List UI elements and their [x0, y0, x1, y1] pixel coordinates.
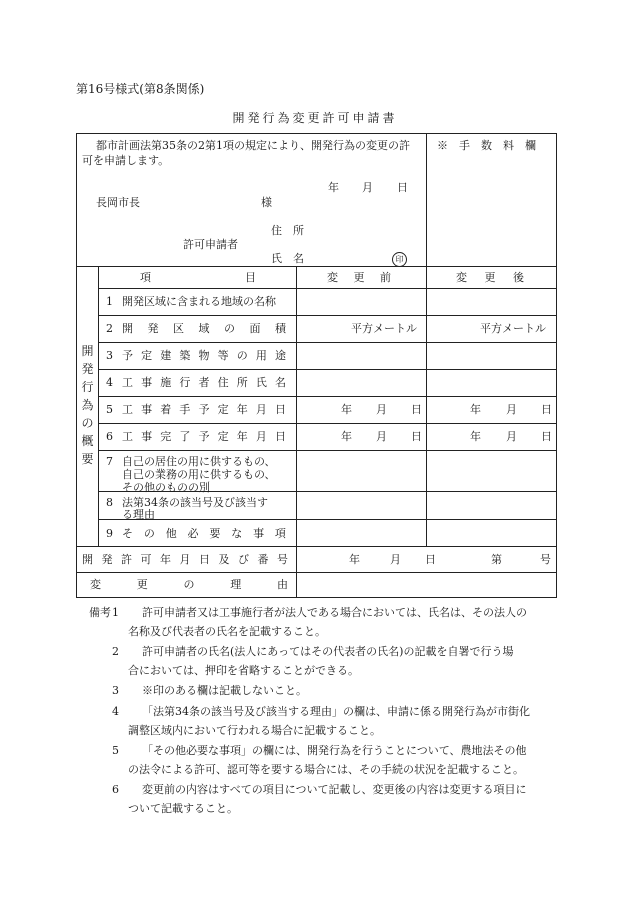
date-day: 日: [541, 430, 552, 443]
reason-label: 変 更 の 理 由: [90, 578, 288, 591]
date-year: 年: [341, 430, 352, 443]
row-label-line: 自己の居住の用に供するもの、: [122, 455, 276, 468]
after-column-divider: [426, 266, 427, 546]
note-item: ※印のある欄は記載しないこと。: [142, 684, 307, 697]
request-text-line2: 可を申請します。: [82, 154, 170, 167]
honorific: 様: [261, 196, 272, 209]
row-label-line: その他のものの別: [122, 481, 210, 494]
date-month: 月: [376, 403, 387, 416]
note-item: 「法第34条の該当号及び該当する理由」の欄は、申請に係る開発行為が市街化 調整区域内において行われる場合に記載すること。: [128, 705, 530, 737]
permit-number-suffix: 号: [540, 553, 551, 566]
permit-month: 月: [390, 553, 401, 566]
permit-day: 日: [425, 553, 436, 566]
row-label: 工 事 施 行 者 住 所 氏 名: [122, 376, 286, 389]
note-number: 4: [112, 705, 119, 718]
note-number: 5: [112, 744, 119, 757]
date-month: 月: [376, 430, 387, 443]
row-line: [98, 315, 557, 316]
applicant-label: 許可申請者: [183, 238, 238, 251]
address-label: 住 所: [271, 224, 304, 237]
date-year: 年: [341, 403, 352, 416]
note-number: 1: [112, 606, 119, 619]
row-label: 開 発 区 域 の 面 積: [122, 322, 286, 335]
row-label: 予 定 建 築 物 等 の 用 途: [122, 349, 286, 362]
row-label: そ の 他 必 要 な 事 項: [122, 527, 286, 540]
date-year: 年: [470, 403, 481, 416]
row-line: [76, 572, 557, 573]
note-number: 3: [112, 684, 119, 697]
row-number: 8: [106, 496, 113, 509]
document-title: 開発行為変更許可申請書: [232, 111, 398, 125]
row-line: [98, 519, 557, 520]
row-number: 7: [106, 455, 113, 468]
note-item: 許可申請者又は工事施行者が法人である場合においては、氏名は、その法人の 名称及び代表者の氏名を記載すること。: [128, 606, 527, 638]
request-text-line1: 都市計画法第35条の2第1項の規定により、開発行為の変更の許: [96, 139, 410, 152]
row-number: 9: [106, 527, 113, 540]
note-item: 許可申請者の氏名(法人にあってはその代表者の氏名)の記載を自署で行う場 合においては、押印を省略することができる。: [128, 645, 514, 677]
column-header-after: 変 更 後: [456, 271, 524, 284]
note-item: 「その他必要な事項」の欄には、開発行為を行うことについて、農地法その他 の法令による許可、認可等を要する場合には、その手続の状況を記載すること。: [128, 744, 527, 776]
name-label: 氏 名: [271, 252, 304, 265]
row-line: [98, 423, 557, 424]
row-label: 工 事 完 了 予 定 年 月 日: [122, 430, 286, 443]
row-line: [98, 396, 557, 397]
permit-year: 年: [349, 553, 360, 566]
note-number: 6: [112, 783, 119, 796]
addressee: 長岡市長: [96, 196, 140, 209]
note-number: 2: [112, 645, 119, 658]
date-day: 日: [541, 403, 552, 416]
date-month: 月: [506, 403, 517, 416]
row-number: 1: [106, 295, 113, 308]
permit-label: 開 発 許 可 年 月 日 及 び 番 号: [82, 553, 288, 566]
row-number: 4: [106, 376, 113, 389]
row-line: [98, 369, 557, 370]
overview-side-divider: [98, 266, 99, 546]
fee-label: ※ 手 数 料 欄: [437, 139, 536, 152]
row-number: 3: [106, 349, 113, 362]
row-line: [76, 546, 557, 547]
column-header-item: 項 目: [140, 271, 256, 284]
date-day-label: 日: [397, 181, 408, 194]
row-label-line: 自己の業務の用に供するもの、: [122, 468, 276, 481]
row-label-line: 法第34条の該当号及び該当す: [122, 496, 268, 509]
date-year: 年: [470, 430, 481, 443]
row-number: 2: [106, 322, 113, 335]
notes-heading: 備考: [89, 606, 111, 619]
fee-column-divider: [426, 133, 427, 266]
row-line: [98, 342, 557, 343]
row-line: [98, 288, 557, 289]
date-month-label: 月: [362, 181, 373, 194]
area-unit-after: 平方メートル: [480, 322, 546, 335]
row-number: 5: [106, 403, 113, 416]
area-unit-before: 平方メートル: [351, 322, 417, 335]
row-label-line: る理由: [122, 508, 155, 521]
date-year-label: 年: [328, 181, 339, 194]
column-header-before: 変 更 前: [327, 271, 391, 284]
form-number: 第16号様式(第8条関係): [76, 82, 205, 96]
permit-number-label: 第: [491, 553, 502, 566]
date-day: 日: [411, 403, 422, 416]
seal-icon: 印: [392, 252, 407, 267]
application-section-divider: [76, 266, 557, 267]
row-label: 開発区域に含まれる地域の名称: [122, 295, 276, 308]
row-line: [98, 450, 557, 451]
row-number: 6: [106, 430, 113, 443]
note-item: 変更前の内容はすべての項目について記載し、変更後の内容は変更する項目に ついて記載すること。: [128, 783, 527, 815]
date-day: 日: [411, 430, 422, 443]
overview-side-label: 開 発 行 為 の 概 要: [81, 344, 94, 466]
row-label: 工 事 着 手 予 定 年 月 日: [122, 403, 286, 416]
date-month: 月: [506, 430, 517, 443]
